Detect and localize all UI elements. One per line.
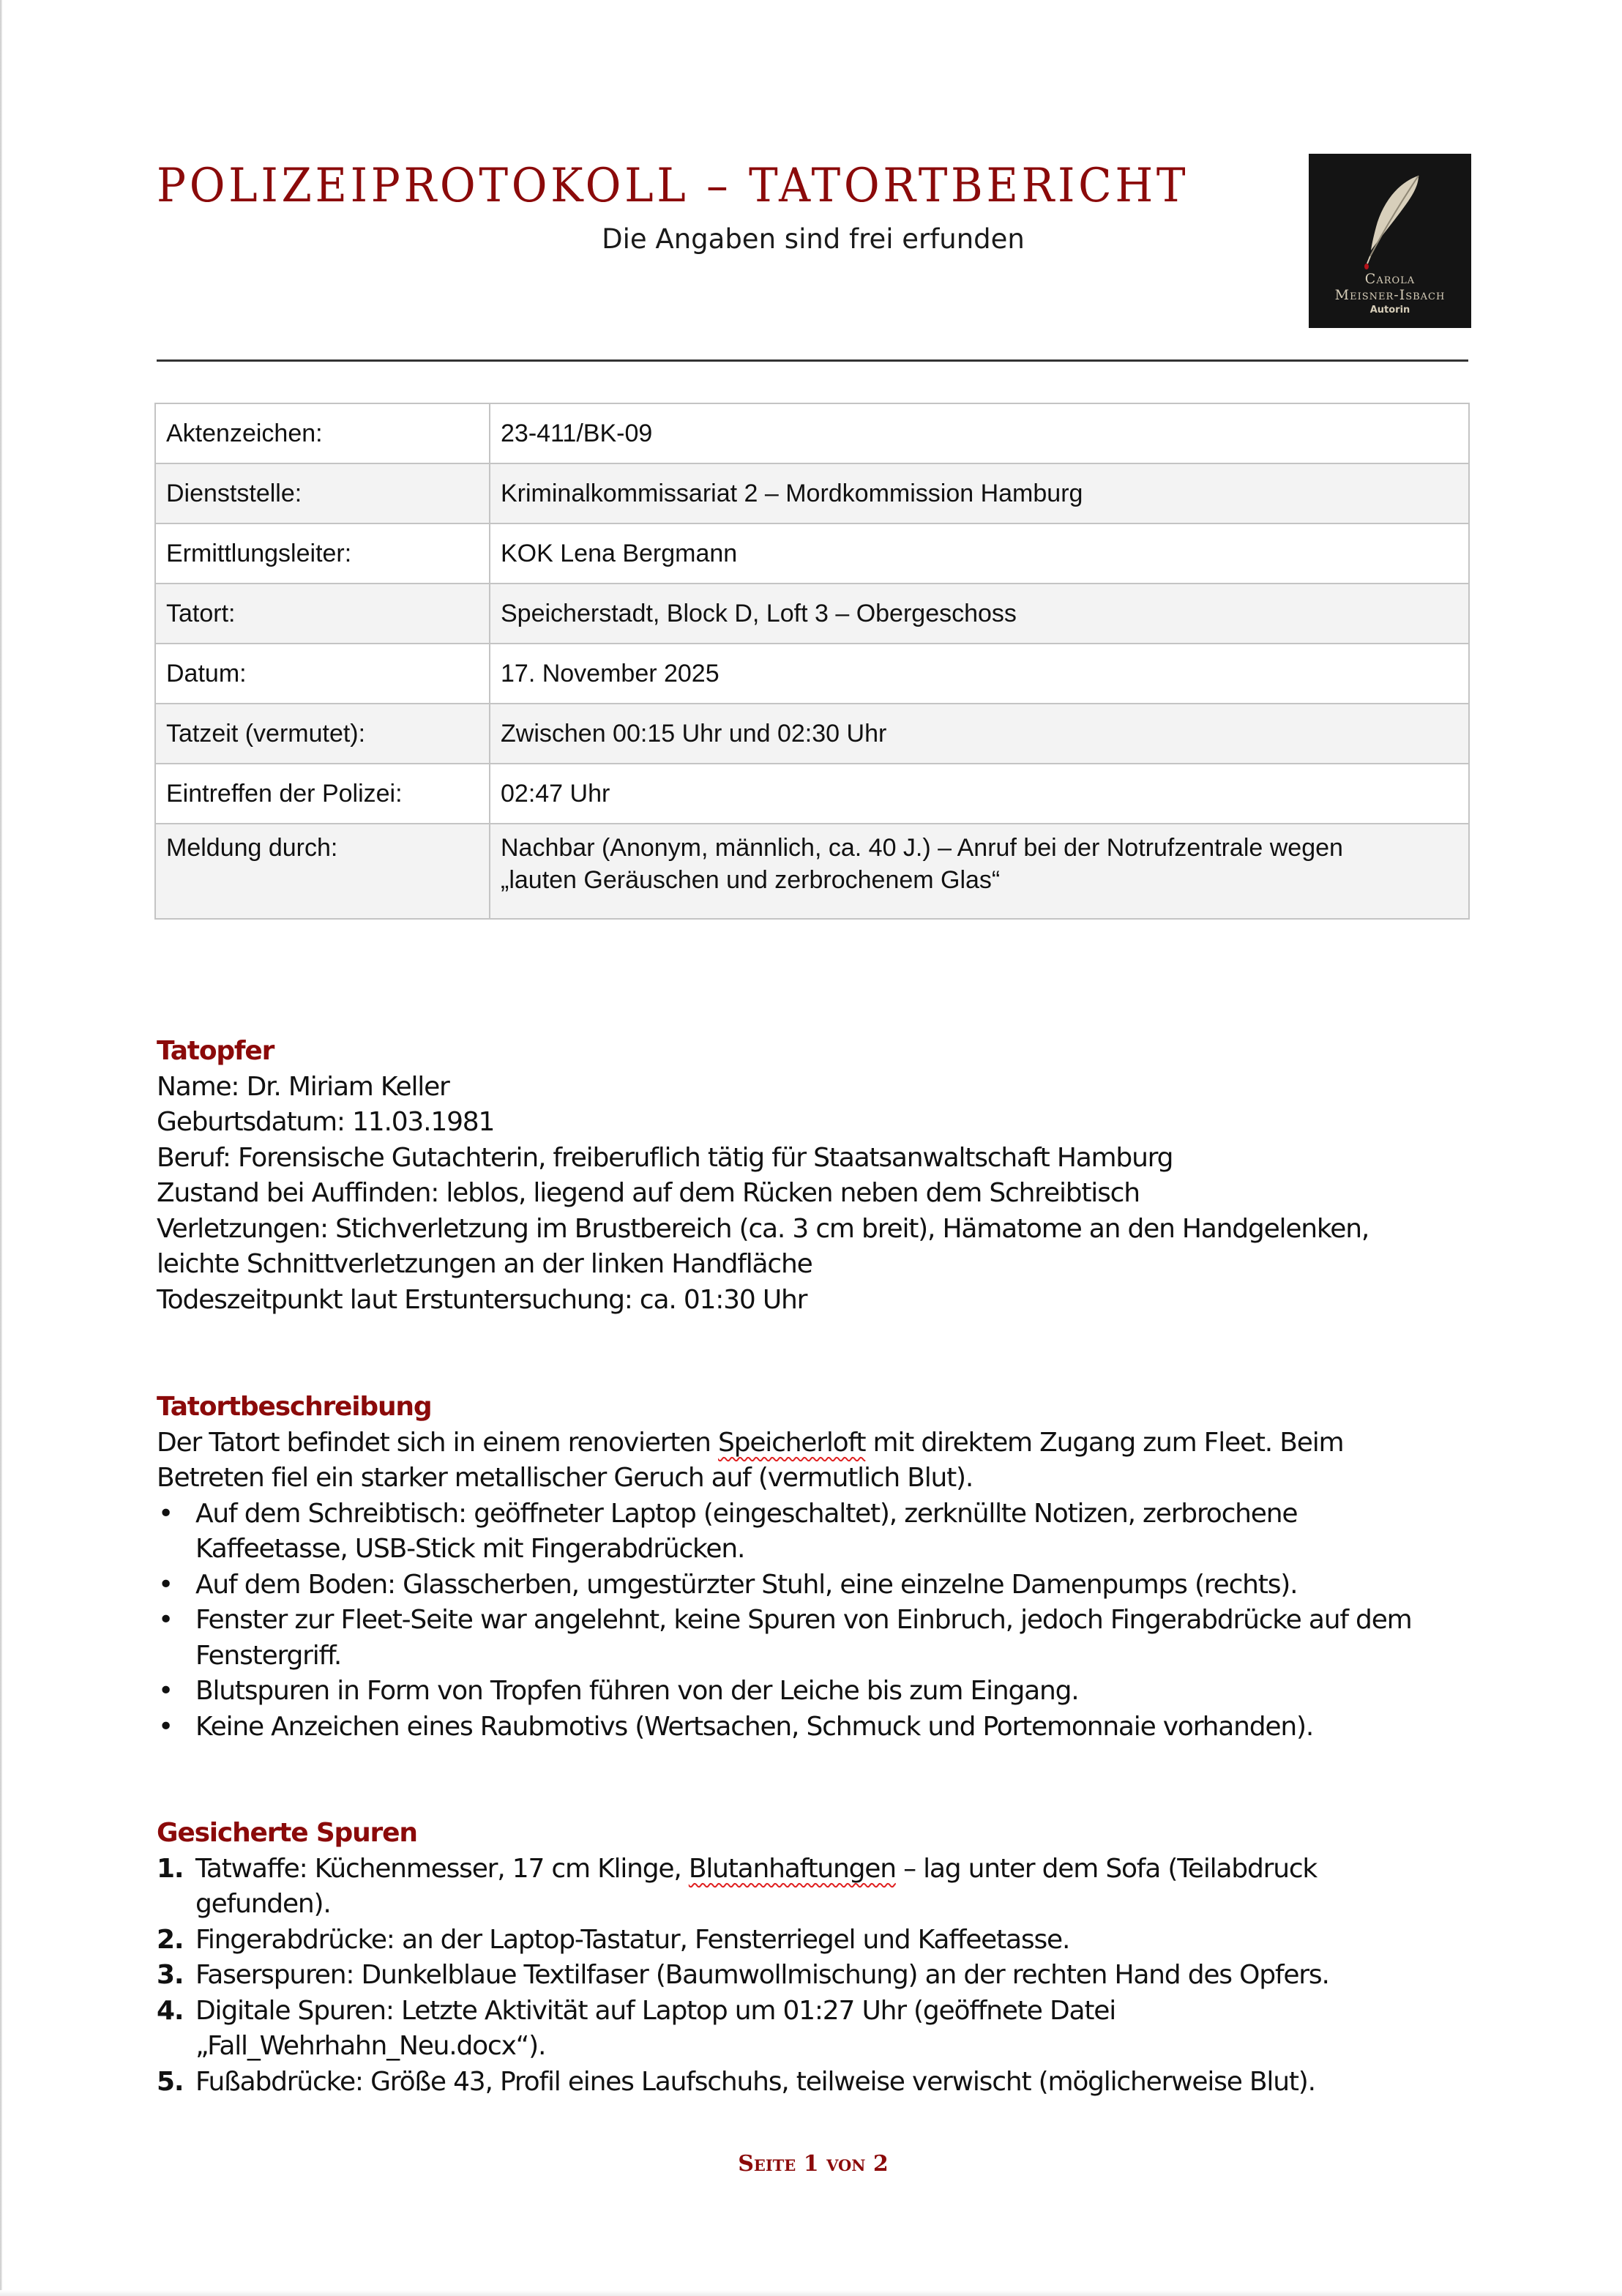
victim-birthdate: Geburtsdatum: 11.03.1981 [157,1107,495,1137]
logo-name-first: Carola [1364,271,1416,287]
table-row [155,704,1469,764]
row-key: Tatort: [155,584,490,644]
row-value: Zwischen 00:15 Uhr und 02:30 Uhr [490,704,1469,764]
row-key: Datum: [155,644,490,704]
row-value: 23-411/BK-09 [490,403,1469,463]
victim-profession: Beruf: Forensische Gutachterin, freiberuflich tätig für Staatsanwaltschaft Hamburg [157,1142,1173,1173]
section-heading: Tatortbeschreibung [157,1392,432,1422]
list-item: • Keine Anzeichen eines Raubmotivs (Wertsachen, Schmuck und Portemonnaie vorhanden). [157,1710,1474,1745]
row-value: 17. November 2025 [490,644,1469,704]
victim-condition: Zustand bei Auffinden: leblos, liegend auf dem Rücken neben dem Schreibtisch [157,1178,1140,1208]
table-row [155,584,1469,644]
list-item: • Fenster zur Fleet-Seite war angelehnt, keine Spuren von Einbruch, jedoch Fingerabdrücke auf dem Fenstergriff. [157,1603,1476,1674]
document-subtitle: Die Angaben sind frei erfunden [602,223,1025,255]
logo-role: Autorin [1369,305,1410,316]
row-key: Aktenzeichen: [155,403,490,463]
table-row [155,644,1469,704]
row-value: Speicherstadt, Block D, Loft 3 – Obergeschoss [490,584,1469,644]
text-span: Tatwaffe: Küchenmesser, 17 cm Klinge, [195,1853,689,1884]
spellcheck-flagged-word[interactable]: Blutanhaftungen [688,1853,896,1884]
author-logo [1309,154,1471,328]
feather-quill-icon [1309,154,1471,271]
text-span: mit direktem Zugang zum Fleet. Beim Betreten fiel ein starker metallischer Geruch auf (vermutlich Blut). [157,1427,1344,1493]
text-span: – lag unter dem Sofa (Teilabdruck gefunden). [195,1853,1318,1919]
table-row [155,463,1469,523]
section-heading: Gesicherte Spuren [157,1818,417,1848]
scene-intro [157,1425,1445,1496]
row-key: Ermittlungsleiter: [155,523,490,584]
page-edge [0,2290,1622,2296]
text-span: Fingerabdrücke: an der Laptop-Tastatur, Fensterriegel und Kaffeetasse. [195,1924,1070,1955]
list-item [157,1958,1474,1994]
victim-injuries: Verletzungen: Stichverletzung im Brustbereich (ca. 3 cm breit), Hämatome an den Handgelenken, leichte Schnittverletzungen an der linken Handfläche [157,1213,1369,1279]
row-value-line: Nachbar (Anonym, männlich, ca. 40 J.) – Anruf bei der Notrufzentrale wegen [501,834,1343,862]
section-tatopfer [157,1034,1474,1318]
document-title: POLIZEIPROTOKOLL – TATORTBERICHT [157,159,1189,213]
header-divider [157,359,1468,362]
victim-time-of-death: Todeszeitpunkt laut Erstuntersuchung: ca. 01:30 Uhr [157,1284,807,1315]
list-number: 2. [157,1924,184,1955]
page-number: Seite 1 von 2 [738,2151,889,2177]
list-number: 5. [157,2066,184,2097]
list-item: • Auf dem Boden: Glasscherben, umgestürzter Stuhl, eine einzelne Damenpumps (rechts). [157,1568,1474,1603]
text-span: Der Tatort befindet sich in einem renovierten [157,1427,719,1458]
evidence-list [157,1852,1474,2101]
section-tatortbeschreibung [157,1390,1474,1745]
victim-name: Name: Dr. Miriam Keller [157,1071,449,1102]
logo-name-last: Meisner-Isbach [1334,287,1446,303]
spellcheck-flagged-word[interactable]: Speicherloft [718,1427,866,1458]
row-value: KOK Lena Bergmann [490,523,1469,584]
section-gesicherte-spuren [157,1816,1474,2100]
text-span: Faserspuren: Dunkelblaue Textilfaser (Baumwollmischung) an der rechten Hand des Opfers. [195,1960,1329,1990]
row-value: Kriminalkommissariat 2 – Mordkommission Hamburg [490,463,1469,523]
row-key: Eintreffen der Polizei: [155,764,490,824]
row-key: Tatzeit (vermutet): [155,704,490,764]
list-number: 3. [157,1960,184,1990]
text-span: Digitale Spuren: Letzte Aktivität auf Laptop um 01:27 Uhr (geöffnete Datei „Fall_Wehrhahn_Neu.docx“). [195,1995,1115,2061]
row-value: 02:47 Uhr [490,764,1469,824]
row-value-line: „lauten Geräuschen und zerbrochenem Glas“ [501,866,1001,894]
list-item: • Blutspuren in Form von Tropfen führen von der Leiche bis zum Eingang. [157,1674,1474,1710]
table-row [155,403,1469,463]
table-row [155,824,1469,919]
page-edge [0,0,2,2296]
case-info-table [154,403,1470,920]
list-number: 1. [157,1853,184,1884]
text-span: Fußabdrücke: Größe 43, Profil eines Laufschuhs, teilweise verwischt (möglicherweise Blut). [195,2066,1315,2097]
row-key: Meldung durch: [155,824,490,919]
table-row [155,764,1469,824]
list-number: 4. [157,1995,184,2026]
section-heading: Tatopfer [157,1036,274,1066]
scene-bullet-list [157,1496,1474,1745]
list-item [157,1923,1474,1958]
list-item: • Auf dem Schreibtisch: geöffneter Laptop (eingeschaltet), zerknüllte Notizen, zerbrochene Kaffeetasse, USB-Stick mit Fingerabdrücken. [157,1496,1440,1568]
list-item [157,1994,1206,2065]
table-row [155,523,1469,584]
list-item [157,2065,1474,2101]
row-key: Dienststelle: [155,463,490,523]
row-value [490,824,1469,919]
list-item [157,1852,1396,1923]
